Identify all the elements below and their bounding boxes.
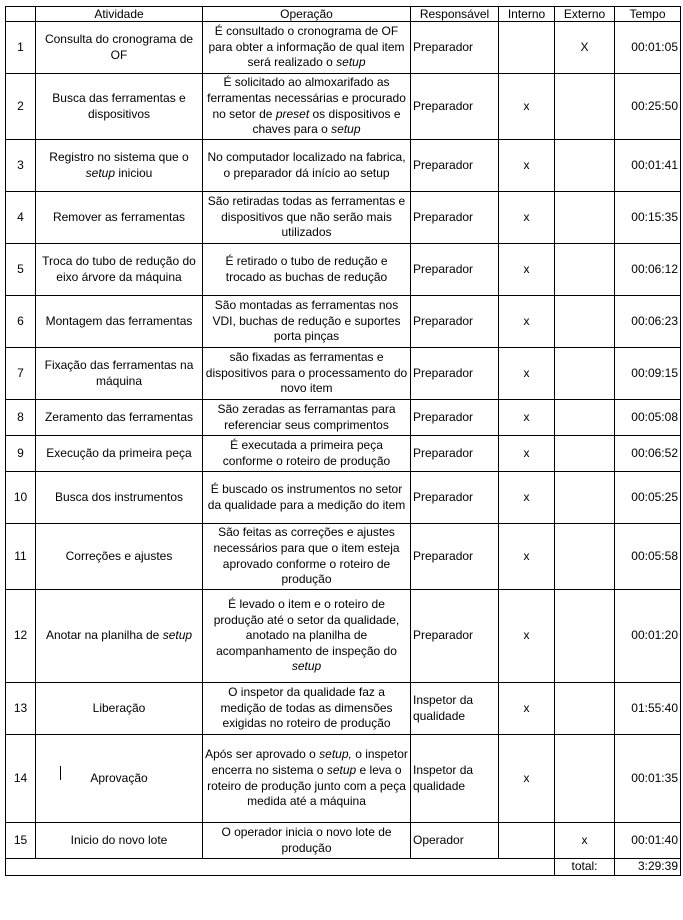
- row-number: 3: [6, 140, 36, 192]
- internal-cell: x: [499, 524, 555, 590]
- responsible-cell: Preparador: [411, 244, 499, 296]
- external-cell: [555, 735, 615, 823]
- time-cell: 00:15:35: [615, 192, 681, 244]
- external-cell: [555, 590, 615, 683]
- internal-cell: x: [499, 192, 555, 244]
- row-number: 14: [6, 735, 36, 823]
- responsible-cell: Preparador: [411, 74, 499, 140]
- activity-cell: Anotar na planilha de setup: [36, 590, 203, 683]
- table-row: [6, 74, 681, 140]
- row-number: 6: [6, 296, 36, 348]
- responsible-cell: Preparador: [411, 296, 499, 348]
- operation-cell: É buscado os instrumentos no setor da qualidade para a medição do item: [203, 472, 411, 524]
- time-cell: 00:01:05: [615, 22, 681, 74]
- external-cell: [555, 192, 615, 244]
- time-cell: 01:55:40: [615, 683, 681, 735]
- responsible-cell: Preparador: [411, 192, 499, 244]
- responsible-cell: Preparador: [411, 590, 499, 683]
- responsible-cell: Preparador: [411, 22, 499, 74]
- external-cell: [555, 472, 615, 524]
- activity-cell: Inicio do novo lote: [36, 823, 203, 859]
- activity-cell: Remover as ferramentas: [36, 192, 203, 244]
- external-cell: [555, 436, 615, 472]
- table-row: [6, 296, 681, 348]
- time-cell: 00:25:50: [615, 74, 681, 140]
- row-number: 15: [6, 823, 36, 859]
- table-row: [6, 436, 681, 472]
- activity-cell: Consulta do cronograma de OF: [36, 22, 203, 74]
- internal-cell: x: [499, 400, 555, 436]
- time-cell: 00:05:58: [615, 524, 681, 590]
- total-label: total:: [555, 859, 615, 876]
- responsible-cell: Operador: [411, 823, 499, 859]
- row-number: 4: [6, 192, 36, 244]
- responsible-cell: Inspetor da qualidade: [411, 735, 499, 823]
- responsible-cell: Preparador: [411, 140, 499, 192]
- internal-cell: x: [499, 348, 555, 400]
- internal-cell: x: [499, 296, 555, 348]
- activity-cell: Correções e ajustes: [36, 524, 203, 590]
- table-row: [6, 590, 681, 683]
- header-responsible: Responsável: [411, 7, 499, 22]
- table-row: [6, 683, 681, 735]
- internal-cell: x: [499, 244, 555, 296]
- table-row: [6, 735, 681, 823]
- internal-cell: x: [499, 683, 555, 735]
- internal-cell: [499, 22, 555, 74]
- table-row: [6, 192, 681, 244]
- table-row: [6, 400, 681, 436]
- table-row: [6, 244, 681, 296]
- time-cell: 00:01:20: [615, 590, 681, 683]
- activity-cell: Fixação das ferramentas na máquina: [36, 348, 203, 400]
- row-number: 8: [6, 400, 36, 436]
- table-row: [6, 140, 681, 192]
- internal-cell: x: [499, 74, 555, 140]
- row-number: 1: [6, 22, 36, 74]
- row-number: 12: [6, 590, 36, 683]
- activity-cell: Busca dos instrumentos: [36, 472, 203, 524]
- time-cell: 00:01:40: [615, 823, 681, 859]
- external-cell: [555, 524, 615, 590]
- activity-cell: Troca do tubo de redução do eixo árvore da máquina: [36, 244, 203, 296]
- table-body: [6, 22, 681, 859]
- operation-cell: são fixadas as ferramentas e dispositivos para o processamento do novo item: [203, 348, 411, 400]
- time-cell: 00:01:41: [615, 140, 681, 192]
- external-cell: X: [555, 22, 615, 74]
- row-number: 13: [6, 683, 36, 735]
- external-cell: [555, 74, 615, 140]
- total-row: [6, 859, 681, 876]
- activity-cell: Busca das ferramentas e dispositivos: [36, 74, 203, 140]
- header-row: [6, 7, 681, 22]
- internal-cell: x: [499, 735, 555, 823]
- operation-cell: No computador localizado na fabrica, o preparador dá início ao setup: [203, 140, 411, 192]
- responsible-cell: Preparador: [411, 436, 499, 472]
- operation-cell: É consultado o cronograma de OF para obter a informação de qual item será realizado o setup: [203, 22, 411, 74]
- external-cell: [555, 400, 615, 436]
- internal-cell: x: [499, 590, 555, 683]
- time-cell: 00:06:12: [615, 244, 681, 296]
- activity-cell: Liberação: [36, 683, 203, 735]
- external-cell: x: [555, 823, 615, 859]
- header-num: [6, 7, 36, 22]
- header-operation: Operação: [203, 7, 411, 22]
- operation-cell: São feitas as correções e ajustes necessários para que o item esteja aprovado conforme o roteiro de produção: [203, 524, 411, 590]
- operation-cell: São montadas as ferramentas nos VDI, buchas de redução e suportes porta pinças: [203, 296, 411, 348]
- external-cell: [555, 140, 615, 192]
- time-cell: 00:06:52: [615, 436, 681, 472]
- time-cell: 00:05:08: [615, 400, 681, 436]
- activity-cell: Execução da primeira peça: [36, 436, 203, 472]
- row-number: 10: [6, 472, 36, 524]
- row-number: 5: [6, 244, 36, 296]
- row-number: 2: [6, 74, 36, 140]
- operation-cell: É levado o item e o roteiro de produção até o setor da qualidade, anotado na planilha de acompanhamento de inspeção do setup: [203, 590, 411, 683]
- operation-cell: O operador inicia o novo lote de produção: [203, 823, 411, 859]
- external-cell: [555, 296, 615, 348]
- table-row: [6, 472, 681, 524]
- operation-cell: É retirado o tubo de redução e trocado as buchas de redução: [203, 244, 411, 296]
- row-number: 7: [6, 348, 36, 400]
- external-cell: [555, 244, 615, 296]
- header-activity: Atividade: [36, 7, 203, 22]
- activity-cell: Zeramento das ferramentas: [36, 400, 203, 436]
- operation-cell: É executada a primeira peça conforme o roteiro de produção: [203, 436, 411, 472]
- row-number: 9: [6, 436, 36, 472]
- table-row: [6, 348, 681, 400]
- row-number: 11: [6, 524, 36, 590]
- header-internal: Interno: [499, 7, 555, 22]
- operation-cell: Após ser aprovado o setup, o inspetor encerra no sistema o setup e leva o roteiro de produção junto com a peça medida até a máquina: [203, 735, 411, 823]
- time-cell: 00:01:35: [615, 735, 681, 823]
- total-value: 3:29:39: [615, 859, 681, 876]
- table-row: [6, 22, 681, 74]
- responsible-cell: Preparador: [411, 524, 499, 590]
- responsible-cell: Inspetor da qualidade: [411, 683, 499, 735]
- activity-cell: Registro no sistema que o setup iniciou: [36, 140, 203, 192]
- activity-cell: Montagem das ferramentas: [36, 296, 203, 348]
- internal-cell: [499, 823, 555, 859]
- operation-cell: O inspetor da qualidade faz a medição de todas as dimensões exigidas no roteiro de produção: [203, 683, 411, 735]
- external-cell: [555, 683, 615, 735]
- table-row: [6, 524, 681, 590]
- operation-cell: São zeradas as ferramantas para referenciar seus comprimentos: [203, 400, 411, 436]
- table-row: [6, 823, 681, 859]
- time-cell: 00:09:15: [615, 348, 681, 400]
- internal-cell: x: [499, 436, 555, 472]
- internal-cell: x: [499, 140, 555, 192]
- external-cell: [555, 348, 615, 400]
- stray-line-mark: [60, 766, 61, 780]
- time-cell: 00:05:25: [615, 472, 681, 524]
- header-external: Externo: [555, 7, 615, 22]
- header-time: Tempo: [615, 7, 681, 22]
- setup-activities-table: [5, 6, 681, 876]
- internal-cell: x: [499, 472, 555, 524]
- responsible-cell: Preparador: [411, 348, 499, 400]
- time-cell: 00:06:23: [615, 296, 681, 348]
- activity-cell: Aprovação: [36, 735, 203, 823]
- responsible-cell: Preparador: [411, 472, 499, 524]
- operation-cell: São retiradas todas as ferramentas e dispositivos que não serão mais utilizados: [203, 192, 411, 244]
- operation-cell: É solicitado ao almoxarifado as ferramentas necessárias e procurado no setor de preset os dispositivos e chaves para o setup: [203, 74, 411, 140]
- responsible-cell: Preparador: [411, 400, 499, 436]
